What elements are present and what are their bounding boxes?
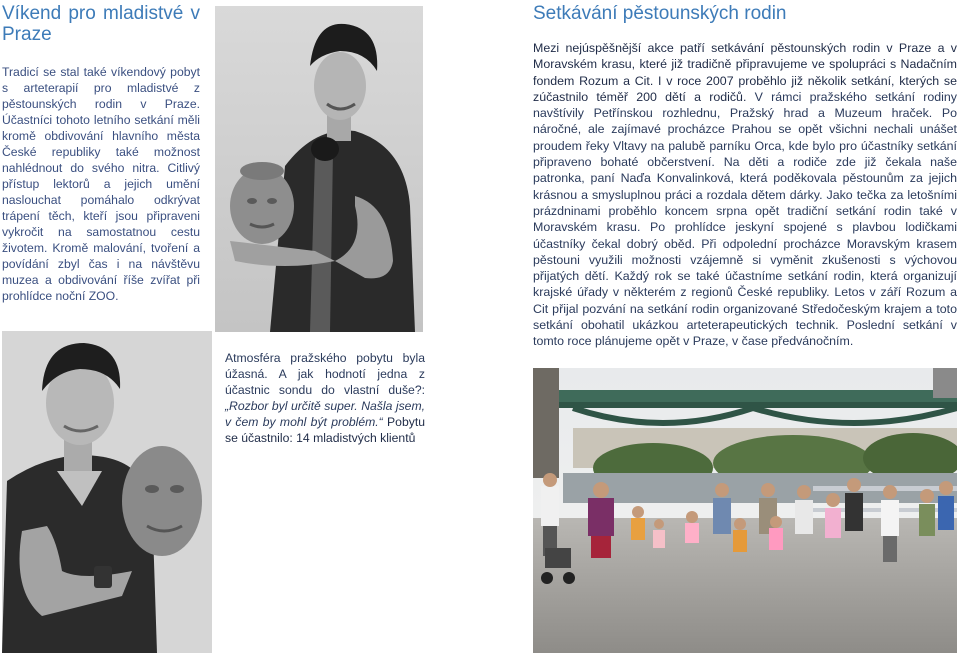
middle-text-block	[225, 350, 425, 446]
right-heading: Setkávání pěstounských rodin	[533, 3, 787, 24]
photo-boy-with-sculpture	[2, 331, 212, 653]
participant-quote: „Rozbor byl určitě super. Našla jsem, v čem by mohl být problém.“	[225, 399, 425, 429]
photo-families-by-river	[533, 368, 957, 653]
left-paragraph: Tradicí se stal také víkendový pobyt s arteterapií pro mladistvé z pěstounských rodin v Praze. Účastníci tohoto letního setkání měli kromě obdivování hlavního města České republiky také možnost nahlédnout do svého nitra. Citlivý přístup lektorů a jejich umění naslouchat pomáhalo odkrývat trápení těch, kteří jsou připraveni vykročit na samostatnou cestu životem. Kromě malování, tvoření a povídání zbyl čas i na návštěvu muzea a obdivování říše zvířat při prohlídce noční ZOO.	[2, 65, 200, 303]
right-paragraph	[533, 40, 957, 350]
photo-young-man-with-sculpture	[215, 6, 423, 332]
right-lead-text: Mezi nejúspěšnější akce patří setkávání pěstounských rodin v Praze a v Moravském krasu, které již tradičně připravujeme ve spolupráci s Nadačním fondem Rozum a Cit. I v roce 2007 proběhlo již několik setkání, kterých se zúčastnilo téměř 200 dětí a rodičů.	[533, 41, 957, 104]
middle-intro-text: Atmosféra pražského pobytu byla úžasná. A jak hodnotí jedna z účastnic sondu do vlastní duše?:	[225, 351, 425, 397]
participant-count-text: Pobytu se účastnilo: 14 mladistvých klientů	[225, 415, 425, 445]
right-body-text: V rámci pražského setkání rodiny navštívily Petřínskou rozhlednu, Pražský hrad a Muzeum hraček. Po náročné, ale zajímavé procházce Prahou se opět všichni nechali unášet proudem řeky Vltavy na palubě parníku Orca, kde bylo pro účastníky setkání připraveno bohaté občerstvení. Na děti a rodiče zde již čekala naše patronka, paní Naďa Konvalinková, která poděkovala pěstounům za jejich krásnou a smysluplnou práci a rozdala dětem dárky. Jako tečka za letošními prázdninami proběhlo koncem srpna opět tradiční setkání rodin také v Moravském krasu. Po prohlídce jeskyní spojené s plavbou lodičkami účastníky čekal dobrý oběd. Při odpolední procházce Moravským krasem pěstouni využili možnosti vzájemně si vyměnit zkušenosti s výchovou přijatých dětí. Každý rok se také účastníme setkání rodin, která organizují krajské úřady v některém z regionů České republiky. Letos v září Rozum a Cit přijal pozvání na setkání rodin organizované Středočeským krajem a toto setkání obohatil ukázkou arteterapeutických technik. Poslední setkání v tomto roce plánujeme opět v Praze, v čase předvánočním.	[533, 89, 958, 349]
left-heading: Víkend pro mladistvé v Praze	[2, 3, 200, 45]
